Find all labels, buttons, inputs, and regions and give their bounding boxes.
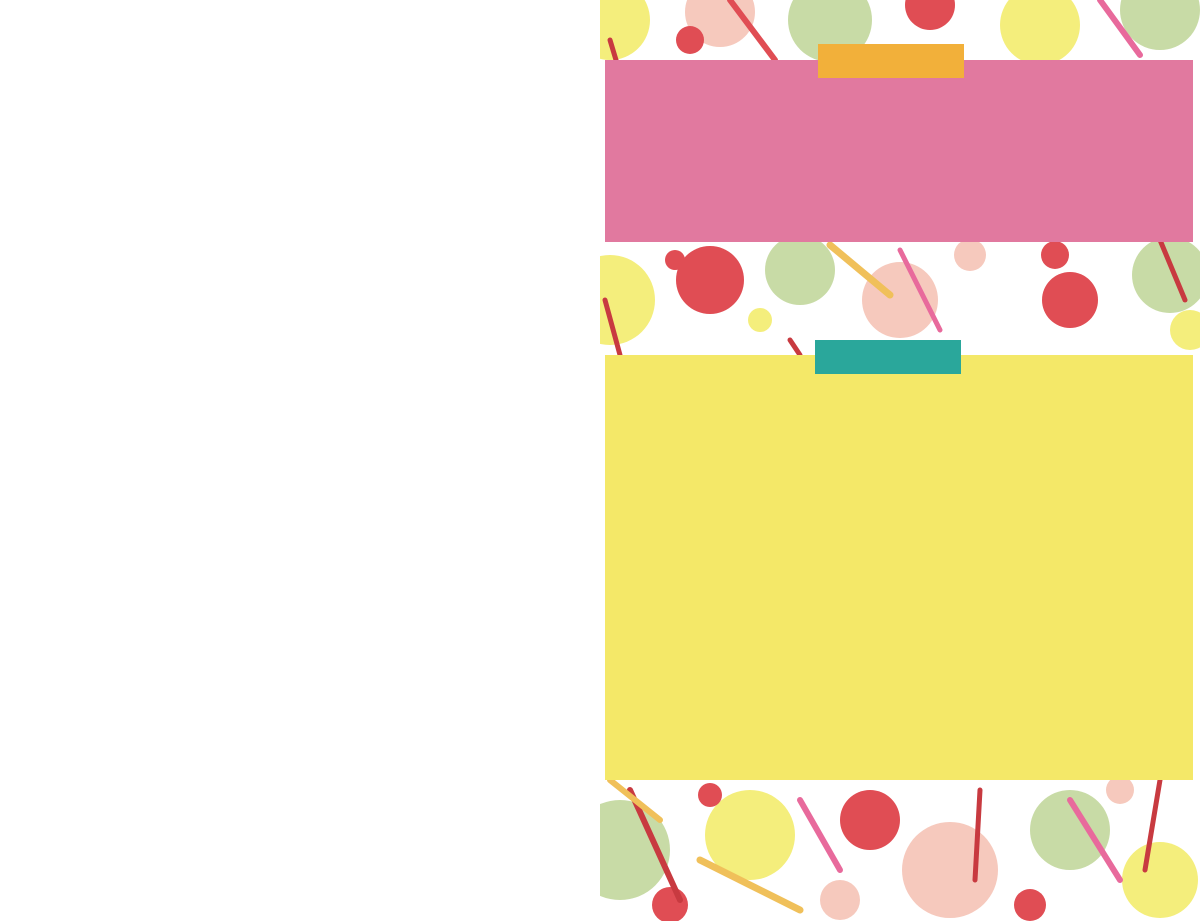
hands-illustration-bottom bbox=[0, 696, 598, 921]
body-text bbox=[42, 313, 558, 337]
activity-2-box bbox=[605, 355, 1193, 780]
activity-1-label bbox=[818, 44, 964, 78]
activity-1-box bbox=[605, 60, 1193, 242]
hands-illustration-top bbox=[0, 0, 598, 230]
right-page bbox=[600, 0, 1200, 921]
left-page bbox=[0, 0, 598, 921]
activity-2-label bbox=[815, 340, 961, 374]
